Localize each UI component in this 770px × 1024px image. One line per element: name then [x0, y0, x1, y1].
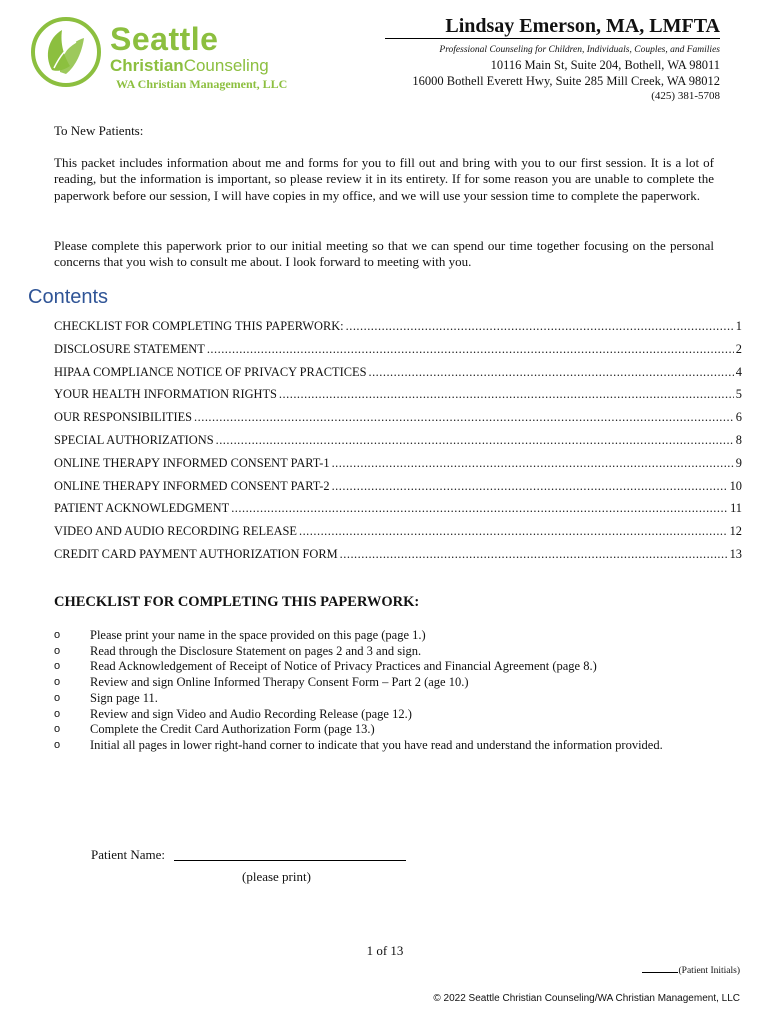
toc-entry-page: 6: [735, 410, 742, 425]
patient-initials: [642, 966, 740, 976]
toc-entry-label: OUR RESPONSIBILITIES: [54, 410, 193, 425]
toc-entry[interactable]: [54, 456, 742, 479]
copyright-notice: © 2022 Seattle Christian Counseling/WA Christian Management, LLC: [433, 993, 740, 1004]
toc-dot-leader: [332, 479, 728, 494]
toc-entry-page: 8: [735, 432, 742, 447]
checklist-item-text: Please print your name in the space provided on this page (page 1.): [90, 628, 426, 642]
logo-word-christian: Christian: [110, 56, 184, 75]
toc-entry[interactable]: [54, 501, 742, 524]
toc-entry[interactable]: [54, 365, 742, 388]
logo-word-seattle: Seattle: [110, 21, 219, 57]
checklist-bullet-icon: o: [54, 660, 61, 673]
checklist-item-text: Read through the Disclosure Statement on pages 2 and 3 and sign.: [90, 643, 422, 658]
logo-subtitle: WA Christian Management, LLC: [116, 77, 288, 91]
toc-entry-label: YOUR HEALTH INFORMATION RIGHTS: [54, 387, 277, 402]
leaf-logo-icon: [30, 16, 102, 88]
phone-number: (425) 381-5708: [651, 90, 720, 102]
toc-entry-page: 13: [729, 546, 742, 561]
page-number: 1 of 13: [366, 943, 404, 958]
address-line-2: 16000 Bothell Everett Hwy, Suite 285 Mill Creek, WA 98012: [412, 74, 720, 88]
toc-entry-label: ONLINE THERAPY INFORMED CONSENT PART-1: [54, 455, 330, 470]
patient-name-label: Patient Name:: [91, 847, 166, 862]
checklist-bullet-icon: o: [54, 723, 61, 736]
address-line-1: 10116 Main St, Suite 204, Bothell, WA 98011: [490, 58, 720, 72]
toc-entry-label: CREDIT CARD PAYMENT AUTHORIZATION FORM: [54, 546, 338, 561]
checklist-bullet-icon: o: [54, 738, 61, 751]
logo-word-christian-counseling: [110, 56, 269, 76]
toc-entry-label: VIDEO AND AUDIO RECORDING RELEASE: [54, 524, 297, 539]
toc-entry[interactable]: [54, 433, 742, 456]
toc-entry-page: 5: [735, 387, 742, 402]
toc-entry-page: 11: [730, 501, 742, 516]
checklist-bullet-icon: o: [54, 707, 61, 720]
patient-name-field[interactable]: [174, 860, 406, 861]
toc-entry-label: DISCLOSURE STATEMENT: [54, 341, 205, 356]
checklist-item: [54, 659, 694, 675]
toc-dot-leader: [231, 501, 728, 516]
toc-entry-label: HIPAA COMPLIANCE NOTICE OF PRIVACY PRACTICES: [54, 364, 367, 379]
patient-initials-field[interactable]: [642, 972, 678, 973]
toc-entry[interactable]: [54, 319, 742, 342]
contents-heading: Contents: [28, 286, 109, 308]
checklist: [54, 628, 694, 754]
toc-dot-leader: [207, 342, 734, 357]
toc-entry[interactable]: [54, 479, 742, 502]
toc-entry[interactable]: [54, 547, 742, 570]
toc-entry-label: ONLINE THERAPY INFORMED CONSENT PART-2: [54, 478, 330, 493]
checklist-item-text: Read Acknowledgement of Receipt of Notice of Privacy Practices and Financial Agreement (page 8.): [90, 659, 597, 674]
toc-entry-page: 10: [729, 478, 742, 493]
toc-entry[interactable]: [54, 342, 742, 365]
checklist-heading: CHECKLIST FOR COMPLETING THIS PAPERWORK:: [54, 594, 420, 610]
logo-word-counseling: Counseling: [183, 56, 269, 75]
checklist-item-text: Complete the Credit Card Authorization Form (page 13.): [90, 722, 375, 737]
toc-entry[interactable]: [54, 524, 742, 547]
checklist-item: [54, 722, 694, 738]
checklist-item-text: Initial all pages in lower right-hand corner to indicate that you have read and understand the information provided.: [90, 737, 663, 752]
checklist-item-text: Review and sign Video and Audio Recording Release (page 12.): [90, 706, 412, 721]
checklist-item: [54, 675, 694, 691]
toc-dot-leader: [368, 365, 733, 380]
checklist-item: [54, 707, 694, 723]
toc-entry-label: CHECKLIST FOR COMPLETING THIS PAPERWORK:: [54, 319, 344, 333]
toc-entry-page: 12: [729, 524, 742, 539]
checklist-item: [54, 628, 694, 644]
therapist-name: Lindsay Emerson, MA, LMFTA: [385, 14, 720, 39]
toc-entry-page: 1: [735, 319, 742, 333]
tagline: Professional Counseling for Children, Individuals, Couples, and Families: [439, 45, 720, 55]
patient-initials-label: (Patient Initials): [678, 966, 740, 976]
checklist-item-text: Sign page 11.: [90, 690, 158, 705]
please-print-hint: (please print): [242, 869, 311, 884]
toc-dot-leader: [216, 433, 734, 448]
toc-dot-leader: [299, 524, 728, 539]
intro-paragraph-2: Please complete this paperwork prior to our initial meeting so that we can spend our time together focusing on the personal concerns that you wish to consult me about. I look forward to meeting with you.: [54, 238, 714, 270]
toc-entry-label: SPECIAL AUTHORIZATIONS: [54, 432, 214, 447]
toc-dot-leader: [340, 547, 728, 562]
table-of-contents: [54, 319, 742, 570]
toc-entry-page: 4: [735, 364, 742, 379]
checklist-bullet-icon: o: [54, 691, 61, 704]
greeting: To New Patients:: [54, 123, 144, 138]
checklist-item: [54, 691, 694, 707]
checklist-item: [54, 644, 694, 660]
toc-dot-leader: [194, 410, 734, 425]
checklist-item: [54, 738, 694, 754]
letterhead: [380, 14, 720, 104]
toc-entry-label: PATIENT ACKNOWLEDGMENT: [54, 501, 230, 516]
toc-dot-leader: [279, 387, 734, 402]
toc-entry[interactable]: [54, 387, 742, 410]
checklist-bullet-icon: o: [54, 644, 61, 657]
company-logo: [30, 16, 320, 96]
toc-dot-leader: [346, 319, 734, 334]
toc-dot-leader: [332, 456, 734, 471]
checklist-bullet-icon: o: [54, 676, 61, 689]
toc-entry-page: 9: [735, 455, 742, 470]
toc-entry[interactable]: [54, 410, 742, 433]
checklist-bullet-icon: o: [54, 629, 61, 641]
intro-paragraph-1: This packet includes information about me and forms for you to fill out and bring with you to our first session. It is a lot of reading, but the information is important, so please review it in its entirety. If for some reason you are unable to complete the paperwork before our session, I will have copies in my office, and we will use your session time to complete the paperwork.: [54, 155, 714, 203]
checklist-item-text: Review and sign Online Informed Therapy Consent Form – Part 2 (age 10.): [90, 675, 469, 690]
toc-entry-page: 2: [735, 341, 742, 356]
